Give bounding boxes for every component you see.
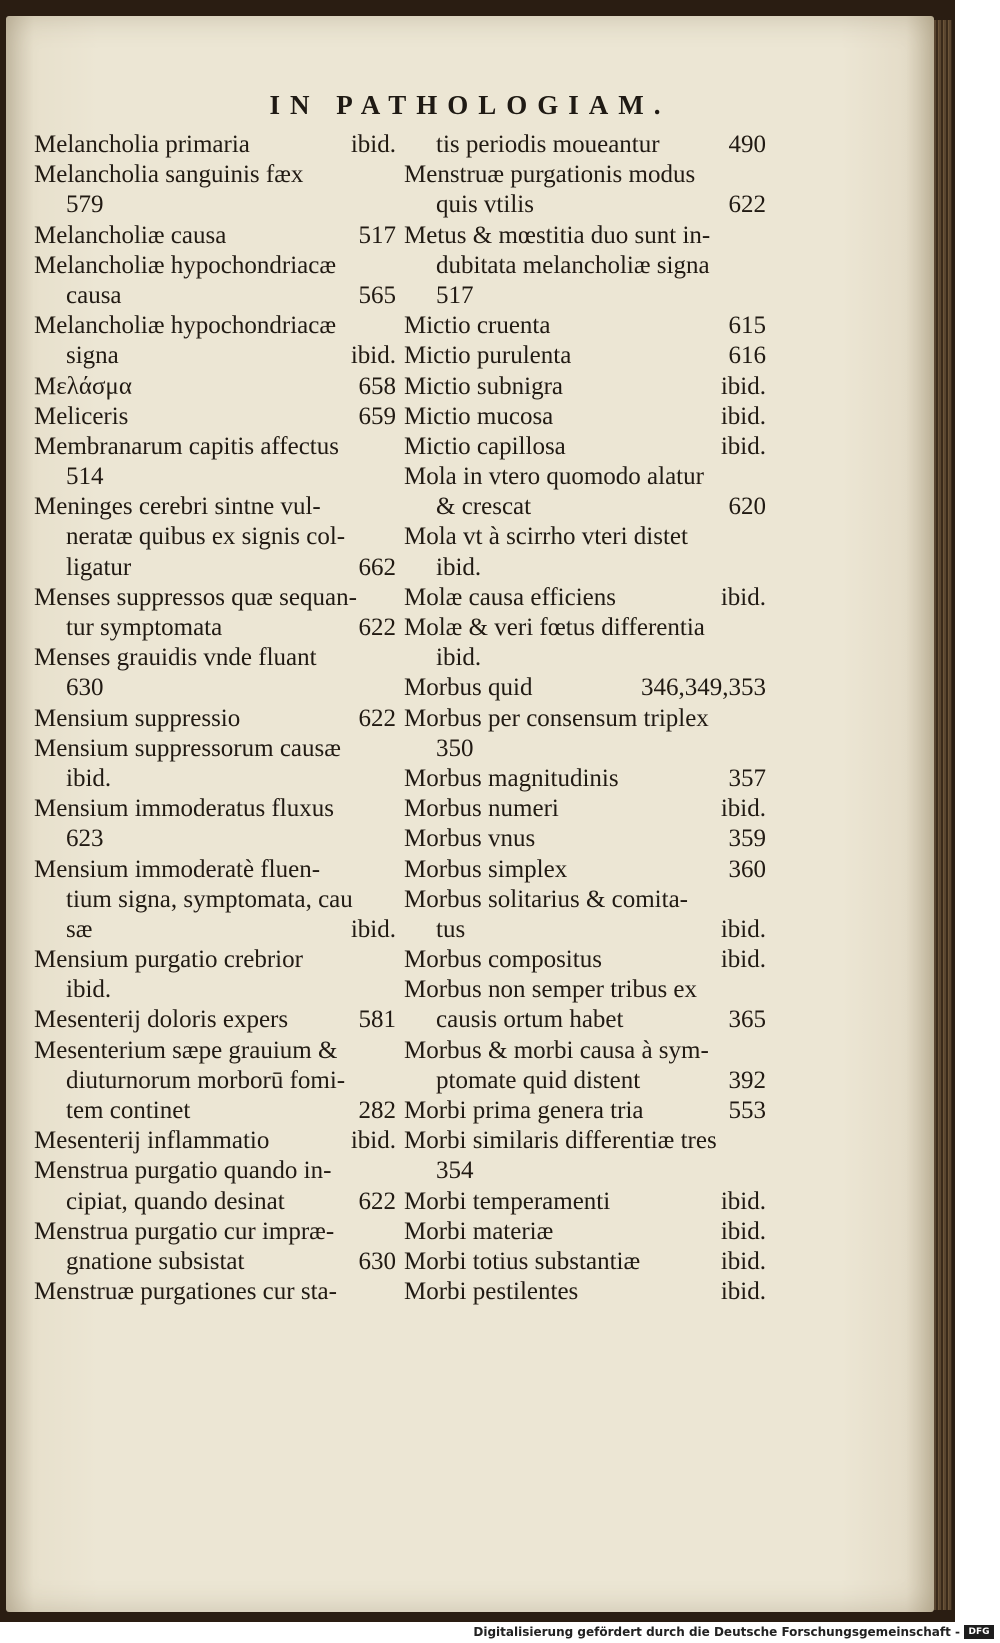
index-entry-page-ref: 365 [728, 1006, 766, 1034]
index-entry-text: Menstrua purgatio cur impræ- [34, 1217, 335, 1245]
index-entry-page-ref: ibid. [720, 583, 766, 611]
index-entry-line [34, 1156, 396, 1186]
index-entry-line [34, 1187, 396, 1217]
index-entry-text: Morbus non semper tribus ex [404, 976, 698, 1004]
index-entry-text: Morbi materiæ [404, 1217, 554, 1245]
index-entry-line [34, 673, 396, 703]
footer-credit: Digitalisierung gefördert durch die Deutsche Forschungsgemeinschaft - [473, 1625, 960, 1639]
index-entry-line [404, 492, 766, 522]
index-entry-page-ref: 622 [358, 1187, 396, 1215]
index-entry-text: 579 [66, 191, 104, 219]
index-entry-text: Morbus quid [404, 674, 533, 702]
index-entry-line [404, 432, 766, 462]
index-entry-page-ref: 282 [358, 1097, 396, 1124]
index-entry-text: 514 [66, 463, 104, 491]
index-entry-text: Mictio subnigra [404, 372, 564, 400]
index-entry-text: Melancholiæ hypochondriacæ [34, 251, 337, 279]
index-entry-text: ligatur [66, 553, 132, 581]
index-entry-line [34, 130, 396, 160]
index-entry-line [404, 734, 766, 764]
index-entry-line [34, 1247, 396, 1277]
index-entry-text: Melancholiæ hypochondriacæ [34, 312, 337, 340]
index-entry-text: 630 [66, 674, 104, 702]
index-entry-text: Morbus magnitudinis [404, 764, 619, 792]
index-entry-page-ref: 620 [728, 493, 766, 521]
index-entry-line [34, 794, 396, 824]
index-entry-line [404, 1066, 766, 1096]
index-entry-text: Menses grauidis vnde fluant [34, 644, 317, 672]
index-entry-text: Metus & mœstitia duo sunt in- [404, 221, 711, 249]
index-entry-text: dubitata melancholiæ signa [436, 251, 710, 279]
index-entry-line [34, 1277, 396, 1307]
index-entry-text: Molæ & veri fœtus differentia [404, 614, 705, 641]
index-entry-page-ref: 659 [358, 402, 396, 430]
index-entry-text: ptomate quid distent [436, 1066, 641, 1094]
index-entry-text: Morbi totius substantiæ [404, 1247, 641, 1275]
index-entry-page-ref: ibid. [720, 1247, 766, 1275]
index-entry-page-ref: ibid. [720, 402, 766, 430]
index-entry-line [34, 915, 396, 945]
index-entry-page-ref: 581 [358, 1006, 396, 1034]
index-entry-page-ref: ibid. [720, 1187, 766, 1215]
index-entry-line [404, 613, 766, 643]
index-entry-text: Mictio cruenta [404, 312, 551, 340]
running-head: IN PATHOLOGIAM. [269, 90, 671, 120]
index-entry-line [404, 945, 766, 975]
index-entry-line [34, 704, 396, 734]
index-entry-line [34, 855, 396, 885]
index-entry-text: causa [66, 281, 122, 309]
index-entry-line [404, 251, 766, 281]
index-entry-line [404, 462, 766, 492]
index-entry-line [34, 583, 396, 613]
index-entry-text: Mesenterium sæpe grauium & [34, 1036, 338, 1064]
index-entry-text: Mola in vtero quomodo alatur [404, 463, 704, 491]
index-entry-line [34, 221, 396, 251]
index-entry-page-ref: 490 [728, 131, 766, 158]
index-entry-text: 350 [436, 734, 474, 762]
index-entry-line [34, 311, 396, 341]
index-entry-page-ref: ibid. [720, 946, 766, 974]
index-entry-page-ref: ibid. [720, 372, 766, 400]
index-entry-line [404, 975, 766, 1005]
index-entry-page-ref: 346,349,353 [641, 674, 766, 702]
index-entry-line [34, 975, 396, 1005]
index-entry-text: Menses suppressos quæ sequan- [34, 583, 357, 611]
index-entry-line [34, 824, 396, 854]
index-entry-text: Meninges cerebri sintne vul- [34, 493, 321, 521]
index-entry-text: Mictio capillosa [404, 432, 566, 460]
index-entry-text: Menstrua purgatio quando in- [34, 1157, 332, 1185]
index-entry-text: tis periodis moueantur [436, 131, 660, 158]
index-entry-text: ibid. [436, 553, 482, 581]
index-entry-text: 517 [436, 281, 474, 309]
index-entry-line [404, 402, 766, 432]
index-entry-line [404, 221, 766, 251]
index-entry-page-ref: 622 [358, 704, 396, 732]
index-entry-text: Morbi similaris differentiæ tres [404, 1127, 717, 1155]
index-entry-line [34, 1005, 396, 1035]
index-entry-text: diuturnorum morborū fomi- [66, 1066, 346, 1094]
index-entry-line [34, 1066, 396, 1096]
index-entry-line [404, 855, 766, 885]
index-entry-line [404, 160, 766, 190]
index-entry-page-ref: 662 [358, 553, 396, 581]
index-entry-text: Μελάσμα [34, 372, 132, 400]
index-entry-text: Morbus numeri [404, 795, 559, 823]
index-entry-text: Mensium immoderatè fluen- [34, 855, 321, 883]
index-entry-line [34, 885, 396, 915]
index-entry-text: ibid. [66, 976, 112, 1004]
index-entry-line [404, 824, 766, 854]
index-entry-page-ref: 622 [358, 614, 396, 641]
index-entry-text: Morbus & morbi causa à sym- [404, 1036, 709, 1064]
index-entry-line [34, 945, 396, 975]
index-entry-page-ref: 517 [358, 221, 396, 249]
index-entry-line [34, 522, 396, 552]
index-entry-page-ref: 630 [358, 1247, 396, 1275]
index-entry-text: Morbi prima genera tria [404, 1097, 644, 1124]
index-entry-line [34, 1217, 396, 1247]
index-entry-page-ref: ibid. [350, 915, 396, 943]
index-entry-page-ref: 658 [358, 372, 396, 400]
index-entry-text: neratæ quibus ex signis col- [66, 523, 346, 551]
index-entry-text: Mensium purgatio crebrior [34, 946, 303, 974]
index-entry-line [404, 1036, 766, 1066]
index-entry-text: Mensium suppressorum causæ [34, 734, 341, 762]
index-entry-text: Mesenterij doloris expers [34, 1006, 289, 1034]
index-entry-page-ref: 359 [728, 825, 766, 853]
index-entry-text: signa [66, 342, 119, 370]
index-entry-text: tus [436, 915, 466, 943]
index-entry-page-ref: 392 [728, 1066, 766, 1094]
index-entry-text: Mictio purulenta [404, 342, 572, 370]
index-entry-line [34, 402, 396, 432]
index-entry-line [404, 704, 766, 734]
index-entry-line [404, 1217, 766, 1247]
index-entry-line [34, 432, 396, 462]
index-entry-line [404, 372, 766, 402]
index-entry-line [34, 1036, 396, 1066]
index-entry-line [34, 251, 396, 281]
index-entry-page-ref: 622 [728, 191, 766, 219]
index-entry-text: Meliceris [34, 402, 129, 430]
index-entry-text: Mensium immoderatus fluxus [34, 795, 334, 823]
index-entry-line [404, 1156, 766, 1186]
index-entry-line [34, 281, 396, 311]
index-entry-text: Menstruæ purgationis modus [404, 161, 696, 189]
index-entry-text: & crescat [436, 493, 532, 521]
index-entry-text: Mictio mucosa [404, 402, 554, 430]
index-entry-text: Mola vt à scirrho vteri distet [404, 523, 688, 551]
index-entry-line [404, 764, 766, 794]
index-entry-page-ref: ibid. [720, 795, 766, 823]
index-entry-line [404, 311, 766, 341]
index-entry-text: Mensium suppressio [34, 704, 241, 732]
index-entry-text: 623 [66, 825, 104, 853]
index-entry-line [34, 190, 396, 220]
index-entry-page-ref: 616 [728, 342, 766, 370]
index-entry-text: Melancholia primaria [34, 131, 250, 158]
index-entry-line [404, 1247, 766, 1277]
index-column-right [404, 130, 766, 1307]
index-column-left [34, 130, 396, 1307]
index-entry-line [404, 553, 766, 583]
index-entry-page-ref: 360 [728, 855, 766, 883]
index-entry-line [404, 341, 766, 371]
index-entry-text: causis ortum habet [436, 1006, 624, 1034]
index-entry-line [34, 734, 396, 764]
index-entry-text: Morbus solitarius & comita- [404, 885, 688, 913]
index-entry-page-ref: ibid. [720, 1217, 766, 1245]
index-entry-text: ibid. [436, 644, 482, 672]
index-entry-page-ref: ibid. [350, 342, 396, 370]
digitization-footer [0, 1622, 1000, 1643]
index-entry-text: Molæ causa efficiens [404, 583, 616, 611]
index-entry-line [404, 885, 766, 915]
index-entry-line [404, 130, 766, 160]
index-entry-text: 354 [436, 1157, 474, 1185]
index-entry-line [404, 1277, 766, 1307]
index-entry-text: Morbus simplex [404, 855, 568, 883]
index-entry-text: ibid. [66, 764, 112, 792]
index-entry-page-ref: ibid. [350, 131, 396, 158]
index-entry-text: Melancholiæ causa [34, 221, 227, 249]
index-entry-text: Menstruæ purgationes cur sta- [34, 1278, 337, 1306]
index-entry-line [34, 613, 396, 643]
index-entry-line [404, 190, 766, 220]
index-entry-page-ref: ibid. [720, 915, 766, 943]
index-entry-line [404, 794, 766, 824]
index-entry-text: Morbi pestilentes [404, 1278, 579, 1306]
index-entry-line [34, 643, 396, 673]
index-entry-line [34, 492, 396, 522]
index-entry-line [34, 1126, 396, 1156]
index-entry-text: Membranarum capitis affectus [34, 432, 339, 460]
index-entry-text: Morbus vnus [404, 825, 536, 853]
index-entry-page-ref: 357 [728, 764, 766, 792]
book-fore-edge [934, 20, 952, 1610]
index-entry-line [34, 553, 396, 583]
index-entry-line [34, 341, 396, 371]
index-entry-line [404, 1005, 766, 1035]
index-entry-text: tem continet [66, 1097, 191, 1124]
index-entry-line [404, 673, 766, 703]
index-entry-line [34, 372, 396, 402]
index-entry-text: Morbus compositus [404, 946, 602, 974]
index-entry-page-ref: 565 [358, 281, 396, 309]
index-entry-text: tium signa, symptomata, cau [66, 885, 353, 913]
index-entry-line [404, 1096, 766, 1126]
dfg-logo: DFG [964, 1625, 994, 1639]
index-entry-text: Morbi temperamenti [404, 1187, 611, 1215]
index-entry-line [404, 583, 766, 613]
index-entry-line [404, 522, 766, 552]
book-page [6, 16, 934, 1612]
index-entry-page-ref: ibid. [720, 432, 766, 460]
index-entry-line [404, 1187, 766, 1217]
index-entry-line [404, 1126, 766, 1156]
index-entry-text: gnatione subsistat [66, 1247, 245, 1275]
index-entry-line [34, 160, 396, 190]
index-entry-text: quis vtilis [436, 191, 534, 219]
index-entry-page-ref: 553 [728, 1097, 766, 1124]
index-entry-text: Morbus per consensum triplex [404, 704, 709, 732]
index-entry-line [34, 764, 396, 794]
index-entry-line [404, 643, 766, 673]
index-entry-text: Melancholia sanguinis fæx [34, 161, 304, 189]
index-entry-page-ref: 615 [728, 312, 766, 340]
index-entry-text: cipiat, quando desinat [66, 1187, 285, 1215]
index-entry-text: tur symptomata [66, 614, 223, 641]
index-entry-line [34, 462, 396, 492]
index-entry-text: Mesenterij inflammatio [34, 1127, 270, 1155]
index-entry-line [34, 1096, 396, 1126]
index-entry-page-ref: ibid. [350, 1127, 396, 1155]
index-entry-text: sæ [66, 915, 93, 943]
index-entry-page-ref: ibid. [720, 1278, 766, 1306]
index-entry-line [404, 281, 766, 311]
index-entry-line [404, 915, 766, 945]
